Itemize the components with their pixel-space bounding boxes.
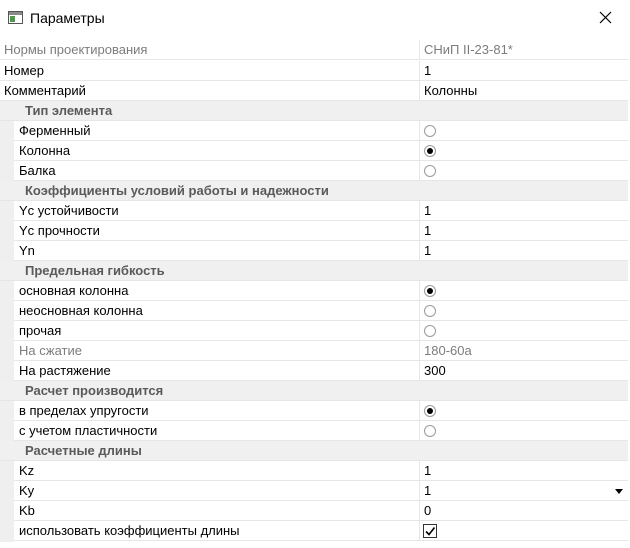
yc-strength-value[interactable]: 1	[419, 221, 628, 241]
close-icon	[592, 6, 620, 30]
plastic-label: с учетом пластичности	[19, 423, 158, 438]
yc-stability-value[interactable]: 1	[419, 201, 628, 221]
elastic-row	[0, 401, 628, 421]
comment-row	[0, 81, 628, 101]
kz-row	[0, 461, 628, 481]
kb-label: Kb	[19, 503, 35, 518]
plastic-cell	[419, 421, 628, 441]
beam-label: Балка	[19, 163, 56, 178]
section-calculation	[0, 381, 628, 401]
close-button[interactable]	[592, 6, 620, 30]
yc-strength-row	[0, 221, 628, 241]
secondary-column-row	[0, 301, 628, 321]
yc-stability-label: Yc устойчивости	[19, 203, 119, 218]
tension-value[interactable]: 300	[419, 361, 628, 381]
section-coefficients	[0, 181, 628, 201]
ky-row	[0, 481, 628, 501]
section-coefficients-title: Коэффициенты условий работы и надежности	[25, 183, 329, 198]
yn-row	[0, 241, 628, 261]
secondary-column-radio[interactable]	[424, 305, 436, 317]
main-column-label: основная колонна	[19, 283, 129, 298]
elastic-label: в пределах упругости	[19, 403, 149, 418]
column-radio[interactable]	[424, 145, 436, 157]
window-title: Параметры	[30, 10, 105, 26]
property-grid	[0, 40, 628, 542]
standards-value: СНиП II-23-81*	[419, 40, 628, 60]
standards-row	[0, 40, 628, 60]
chevron-down-icon[interactable]	[615, 489, 623, 494]
main-column-cell	[419, 281, 628, 301]
yc-stability-row	[0, 201, 628, 221]
other-radio[interactable]	[424, 325, 436, 337]
comment-label: Комментарий	[4, 83, 86, 98]
kb-row	[0, 501, 628, 521]
comment-value[interactable]: Колонны	[419, 81, 628, 101]
number-row	[0, 61, 628, 81]
title-bar	[0, 0, 630, 37]
yn-label: Yn	[19, 243, 35, 258]
main-column-row	[0, 281, 628, 301]
secondary-column-label: неосновная колонна	[19, 303, 143, 318]
yn-value[interactable]: 1	[419, 241, 628, 261]
plastic-row	[0, 421, 628, 441]
ky-value: 1	[424, 483, 432, 498]
elastic-radio[interactable]	[424, 405, 436, 417]
truss-radio[interactable]	[424, 125, 436, 137]
kb-value[interactable]: 0	[419, 501, 628, 521]
section-lengths	[0, 441, 628, 461]
section-calculation-title: Расчет производится	[25, 383, 164, 398]
yc-strength-label: Yc прочности	[19, 223, 100, 238]
other-cell	[419, 321, 628, 341]
checkmark-icon	[424, 525, 436, 537]
other-row	[0, 321, 628, 341]
truss-cell	[419, 121, 628, 141]
beam-radio[interactable]	[424, 165, 436, 177]
use-length-coeffs-label: использовать коэффициенты длины	[19, 523, 240, 538]
compression-value: 180-60a	[419, 341, 628, 361]
section-lengths-title: Расчетные длины	[25, 443, 142, 458]
section-element-type-title: Тип элемента	[25, 103, 113, 118]
ky-dropdown[interactable]	[419, 481, 628, 501]
window-app-icon	[8, 11, 23, 24]
column-label: Колонна	[19, 143, 71, 158]
column-cell	[419, 141, 628, 161]
truss-label: Ферменный	[19, 123, 91, 138]
beam-row	[0, 161, 628, 181]
plastic-radio[interactable]	[424, 425, 436, 437]
number-label: Номер	[4, 63, 45, 78]
use-length-coeffs-cell	[419, 521, 628, 541]
use-length-coeffs-row	[0, 521, 628, 541]
section-element-type	[0, 101, 628, 121]
compression-row	[0, 341, 628, 361]
number-value[interactable]: 1	[419, 61, 628, 81]
kz-label: Kz	[19, 463, 35, 478]
tension-row	[0, 361, 628, 381]
main-column-radio[interactable]	[424, 285, 436, 297]
kz-value[interactable]: 1	[419, 461, 628, 481]
standards-label: Нормы проектирования	[4, 42, 148, 57]
use-length-coeffs-checkbox[interactable]	[423, 524, 437, 538]
section-slenderness-title: Предельная гибкость	[25, 263, 165, 278]
compression-label: На сжатие	[19, 343, 82, 358]
elastic-cell	[419, 401, 628, 421]
other-label: прочая	[19, 323, 62, 338]
column-row	[0, 141, 628, 161]
beam-cell	[419, 161, 628, 181]
tension-label: На растяжение	[19, 363, 111, 378]
secondary-column-cell	[419, 301, 628, 321]
truss-row	[0, 121, 628, 141]
ky-label: Ky	[19, 483, 35, 498]
section-slenderness	[0, 261, 628, 281]
